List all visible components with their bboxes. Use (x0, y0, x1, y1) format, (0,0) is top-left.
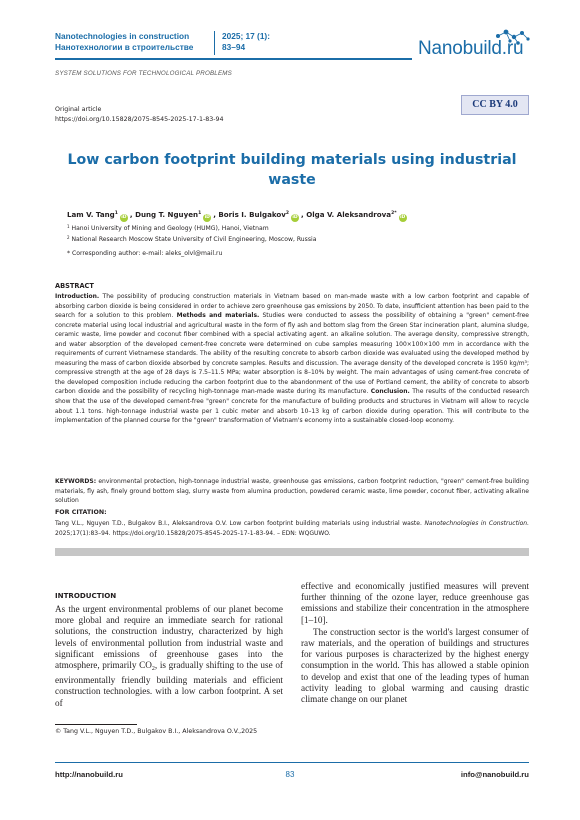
author-affiliation-mark: 2* (391, 211, 397, 216)
author-name[interactable]: Lam V. Tang (67, 210, 115, 219)
section-label: SYSTEM SOLUTIONS FOR TECHNOLOGICAL PROBLEMS (55, 70, 232, 77)
author-name[interactable]: Boris I. Bulgakov (218, 210, 286, 219)
author-name[interactable]: Olga V. Aleksandrova (306, 210, 392, 219)
affiliation-text: National Research Moscow State University of Civil Engineering, Moscow, Russia (71, 236, 317, 243)
affiliation-text: Hanoi University of Mining and Geology (HUMG), Hanoi, Vietnam (71, 225, 269, 232)
keywords-label: KEYWORDS: (55, 478, 97, 485)
abstract-intro-label: Introduction. (55, 293, 100, 300)
body-column-right (301, 581, 529, 705)
abstract-text (55, 292, 529, 426)
footer-website-link[interactable]: http://nanobuild.ru (55, 770, 123, 779)
footnote-rule (55, 724, 137, 725)
keywords (55, 477, 529, 506)
orcid-icon[interactable]: iD (292, 215, 298, 220)
author-affiliation-mark: 2 (285, 211, 290, 216)
author-affiliation-mark: 1 (114, 211, 118, 216)
article-type: Original article (55, 106, 102, 113)
subscript: 2 (151, 666, 155, 673)
body-text: , is gradually shifting to the use of environmentally friendly building materials and efficient construction technologies. with a low carbon footprint. A set of (55, 660, 283, 708)
copyright-footnote: © Tang V.L., Nguyen T.D., Bulgakov B.I., Aleksandrova O.V.,2025 (55, 728, 258, 735)
abstract-intro: The possibility of producing construction materials in Vietnam based on man-made waste with a low carbon footprint and capable of absorbing carbon dioxide is being considered in order to achieve zero greenhouse gas emissions by 2050. To date, insufficient attention has been paid to the search for a solution to this problem. (55, 293, 529, 320)
header-separator (214, 31, 215, 55)
affiliation (67, 235, 316, 243)
citation-authors-title: Tang V.L., Nguyen T.D., Bulgakov B.I., Aleksandrova O.V. Low carbon footprint building materials using industrial waste. (55, 520, 425, 527)
issue-year-volume: 2025; 17 (1): (222, 31, 270, 41)
article-title: Low carbon footprint building materials using industrial waste (67, 152, 517, 188)
author-affiliation-mark: 1 (198, 211, 202, 216)
citation-text (55, 519, 529, 538)
citation-heading: FOR CITATION: (55, 509, 107, 516)
citation-details: 2025;17(1):83–94. https://doi.org/10.15828/2075-8545-2025-17-1-83-94. – EDN: WQGUWO. (55, 529, 331, 537)
journal-name-ru: Нанотехнологии в строительстве (55, 42, 194, 52)
journal-name (55, 31, 205, 53)
orcid-icon[interactable]: iD (121, 215, 127, 220)
author-name[interactable]: Dung T. Nguyen (135, 210, 199, 219)
abstract-heading: ABSTRACT (55, 282, 94, 290)
affiliation-mark: 1 (67, 224, 70, 229)
corresponding-author (67, 250, 222, 257)
abstract-conclusion-label: Conclusion. (370, 388, 410, 396)
footer-email-link[interactable]: info@nanobuild.ru (460, 770, 529, 779)
issue-pages: 83–94 (222, 42, 246, 52)
abstract-methods-label: Methods and materials. (176, 312, 260, 320)
issue-info (222, 31, 302, 53)
license-badge[interactable]: CC BY 4.0 (461, 95, 529, 115)
body-paragraph: effective and economically justified measures will prevent further thinning of the ozone layer, reduce greenhouse gas emissions and stabilize their concentration in the atmosphere [1–10]. (301, 581, 529, 625)
author-list: Lam V. Tang$^1$iD , Dung T. Nguyen$^1$iD , Boris I. Bulgakov$^2$iD , Olga V. Aleksandrova$^{2*}$iD (67, 210, 406, 220)
orcid-icon[interactable]: iD (399, 215, 406, 220)
affiliation-mark: 2 (67, 235, 70, 240)
introduction-heading: INTRODUCTION (55, 591, 117, 600)
orcid-icon[interactable]: iD (204, 215, 210, 220)
abstract-conclusion: The results of the conducted research show that the use of the developed cement-free "green" concrete for the manufacture of building products and structures in Vietnam will allow to recycle about 1.1 tons. high-tonnage industrial waste per 1 cubic meter and absorb 10–13 kg of carbon dioxide during operation. This will contribute to the implementation of the planned course for the "green" transformation of Vietnam's economy into a sustainable closed-loop economy. (55, 388, 529, 425)
body-text: As the urgent environmental problems of our planet become more global and require an immediate search for rational solutions, the construction industry, characterized by high levels of environmental pollution from industrial waste and significant emissions of greenhouse gases into the atmosphere, primarily CO (55, 604, 283, 671)
keywords-text: environmental protection, high-tonnage industrial waste, greenhouse gas emissions, carbon footprint reduction, "green" cement-free building materials, fly ash, finely ground bottom slag, slurry waste from alumina production, powdered ceramic waste, lime powder, coconut fiber, activating alkaline solution (55, 478, 529, 505)
affiliation (67, 224, 269, 232)
logo-text: Nanobuild.ru (418, 38, 524, 59)
nanobuild-logo[interactable] (414, 28, 532, 64)
citation-journal: Nanotechnologies in Construction. (424, 520, 529, 527)
body-column-left (55, 604, 283, 709)
corresponding-email[interactable]: Corresponding author: e-mail: aleks_olvl@mail.ru (71, 250, 223, 257)
journal-name-en: Nanotechnologies in construction (55, 31, 190, 41)
doi-link[interactable]: https://doi.org/10.15828/2075-8545-2025-17-1-83-94 (55, 116, 224, 123)
page-number: 83 (285, 770, 295, 779)
section-divider (55, 548, 529, 556)
abstract-methods: Studies were conducted to assess the possibility of obtaining a "green" cement-free concrete material using local industrial and agricultural waste in the form of fly ash and bottom slag from the Green Star incineration plant, alumina sludge, ceramic waste, lime powder and coconut fiber combined with a special activating agent. an alkaline solution. The average density, compressive strength, and water absorption of the developed cement-free concrete were determined on cube samples measuring 100×100×100 mm in accordance with the requirements of current Vietnamese standards. The ability of the resulting concrete to absorb carbon dioxide was evaluated using the developed method by measuring the mass of carbon dioxide absorbed by concrete samples. Results and discussion. The average density of the developed concrete is 1950 kg/m³; compressive strength at the age of 28 days is 7.5–11.5 MPa; water absorption is 8–10% by weight. The main advantages of using cement-free concrete of the developed composition include reducing the carbon footprint due to the abandonment of the use of Portland cement, the ability of concrete to absorb carbon dioxide and the possibility of recycling high-tonnage man-made waste during its manufacture. (55, 312, 529, 396)
header-rule (55, 58, 412, 60)
footer-rule (55, 762, 529, 763)
corresponding-mark: * (67, 250, 71, 257)
body-paragraph: The construction sector is the world's largest consumer of raw materials, and the operation of buildings and structures for various purposes is characterized by the highest energy consumption in the world. This has allowed a stable opinion to develop and exist that one of the leading types of human activity leading to global warming and causing drastic climate change on our planet (301, 626, 529, 705)
